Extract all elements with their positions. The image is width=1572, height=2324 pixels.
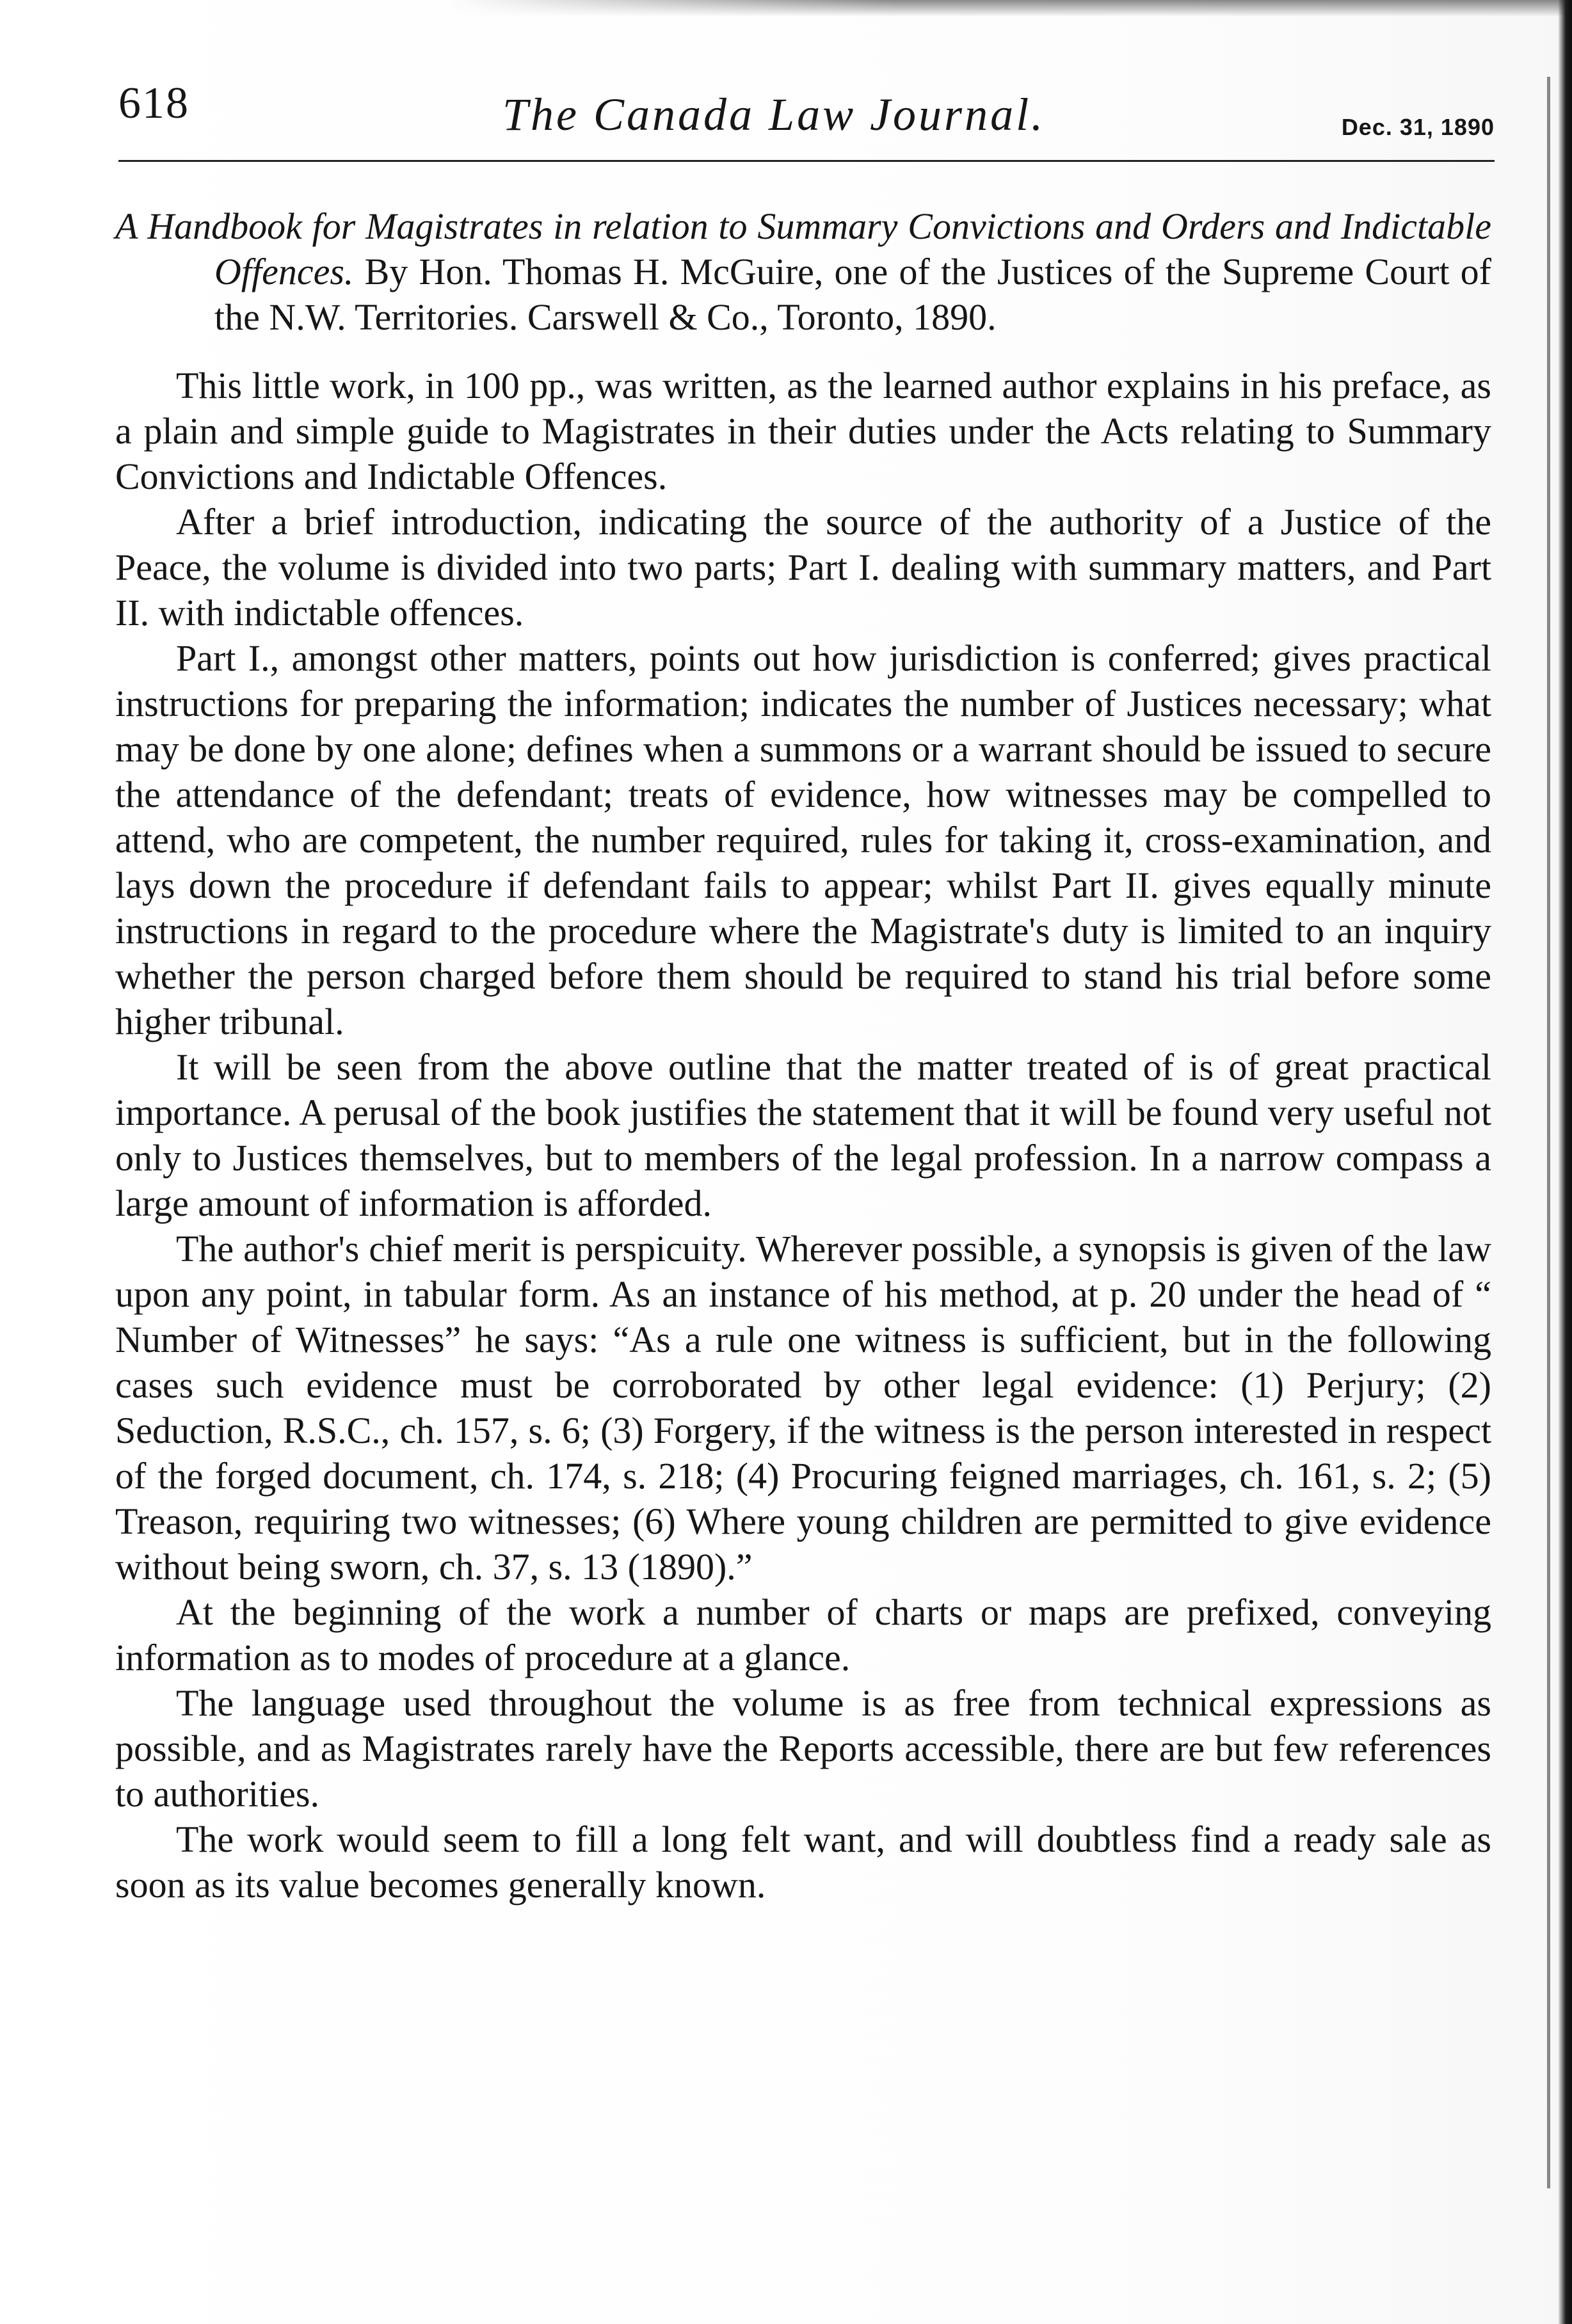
book-notice-heading bbox=[115, 203, 1491, 340]
paragraph: This little work, in 100 pp., was written, as the learned author explains in his preface, as a plain and simple guide to Magistrates in their duties under the Acts relating to Summary Convictions and Indictable Offences. bbox=[115, 365, 1491, 497]
page-number: 618 bbox=[118, 79, 189, 128]
paragraph: The language used throughout the volume is as free from technical expressions as possible, and as Magistrates rarely have the Reports accessible, there are but few references to authorities. bbox=[115, 1682, 1491, 1815]
paragraph: The author's chief merit is perspicuity. Wherever possible, a synopsis is given of the law upon any point, in tabular form. As an instance of his method, at p. 20 under the head of “ Number of Witnesses” he says: “As a rule one witness is sufficient, but in the following cases such evidence must be corroborated by other legal evidence: (1) Perjury; (2) Seduction, R.S.C., ch. 157, s. 6; (3) Forgery, if the witness is the person interested in respect of the forged document, ch. 174, s. 218; (4) Procuring feigned marriages, ch. 161, s. 2; (5) Treason, requiring two witnesses; (6) Where young children are permitted to give evidence without being sworn, ch. 37, s. 13 (1890).” bbox=[115, 1228, 1491, 1588]
book-title: A Handbook for Magistrates in relation to Summary Convictions and Orders and Indictable Offences. bbox=[115, 205, 1491, 292]
paragraph: Part I., amongst other matters, points out how jurisdiction is conferred; gives practical instructions for preparing the information; indicates the number of Justices necessary; what may be done by one alone; defines when a summons or a warrant should be issued to secure the attendance of the defendant; treats of evidence, how witnesses may be compelled to attend, who are competent, the number required, rules for taking it, cross-examination, and lays down the procedure if defendant fails to appear; whilst Part II. gives equally minute instructions in regard to the procedure where the Magistrate's duty is limited to an inquiry whether the person charged before them should be required to stand his trial before some higher tribunal. bbox=[115, 637, 1491, 1042]
scan-edge-top bbox=[448, 0, 1572, 17]
article-body bbox=[115, 203, 1491, 1907]
scan-edge-right bbox=[1558, 0, 1572, 2324]
running-head bbox=[118, 70, 1495, 147]
header-rule bbox=[118, 160, 1495, 162]
paragraph: After a brief introduction, indicating the source of the authority of a Justice of the Peace, the volume is divided into two parts; Part I. dealing with summary matters, and Part II. with indictable offences. bbox=[115, 501, 1491, 633]
scan-edge-line bbox=[1547, 77, 1550, 2188]
paragraph: It will be seen from the above outline that the matter treated of is of great practical importance. A perusal of the book justifies the statement that it will be found very useful not only to Justices themselves, but to members of the legal profession. In a narrow compass a large amount of information is afforded. bbox=[115, 1046, 1491, 1224]
paragraph: At the beginning of the work a number of charts or maps are prefixed, conveying information as to modes of procedure at a glance. bbox=[115, 1591, 1491, 1678]
issue-date: Dec. 31, 1890 bbox=[1341, 114, 1495, 140]
journal-title: The Canada Law Journal. bbox=[502, 89, 1046, 140]
book-details: By Hon. Thomas H. McGuire, one of the Justices of the Supreme Court of the N.W. Territories. Carswell & Co., Toronto, 1890. bbox=[214, 251, 1491, 338]
paragraph: The work would seem to fill a long felt want, and will doubtless find a ready sale as soon as its value becomes generally known. bbox=[115, 1819, 1491, 1906]
